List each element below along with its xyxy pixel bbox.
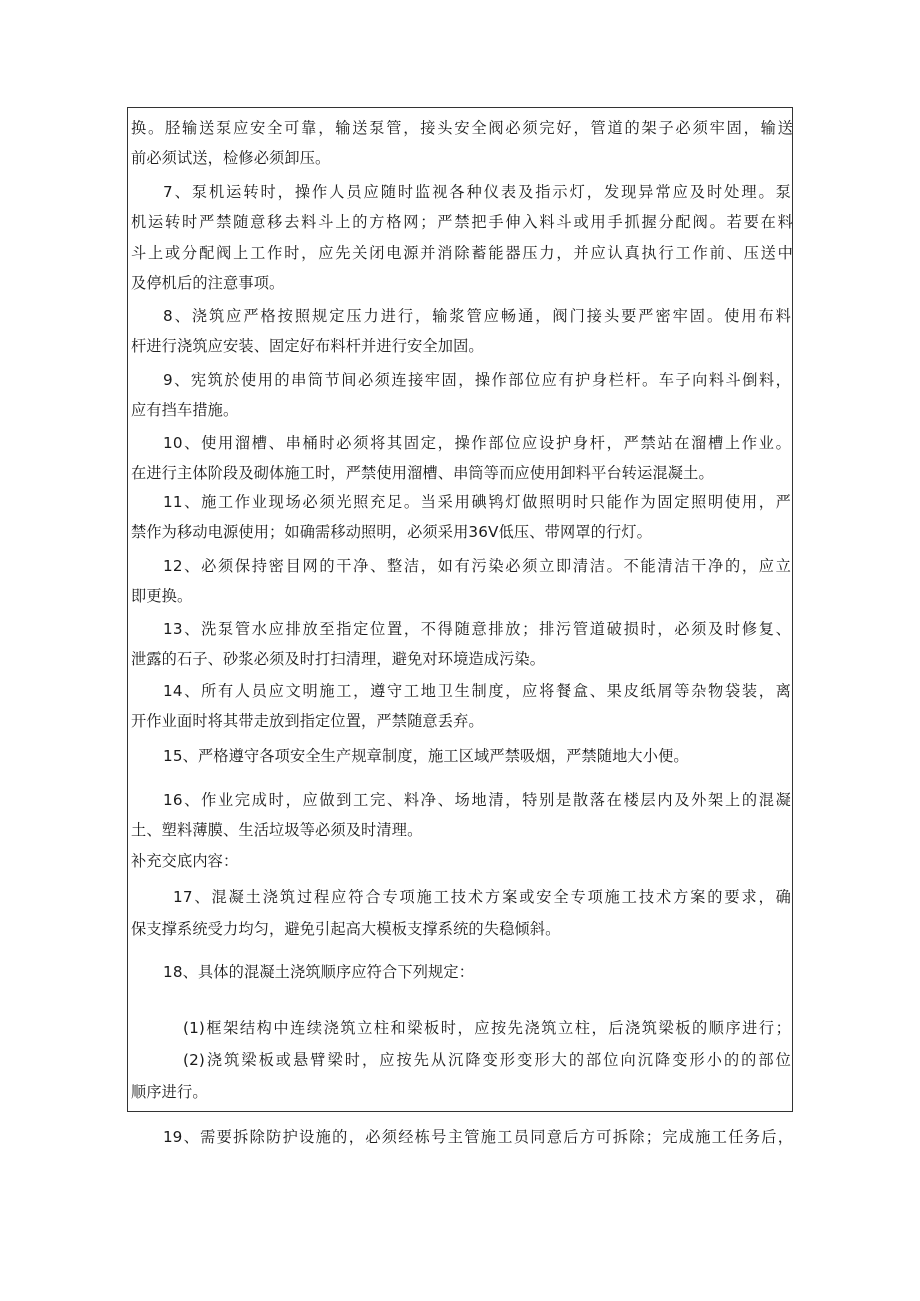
item-12-line-1: 12、必须保持密目网的干净、整洁，如有污染必须立即清洁。不能清洁干净的，应立: [163, 557, 791, 575]
text-line: 顺序进行。: [131, 1083, 208, 1101]
text-line: 即更换。: [131, 587, 193, 605]
item-18-line: 18、具体的混凝土浇筑顺序应符合下列规定：: [163, 963, 475, 981]
item-19-line: 19、需要拆除防护设施的，必须经栋号主管施工员同意后方可拆除；完成施工任务后，: [163, 1128, 793, 1146]
text-line: 泄露的石子、砂浆必须及时打扫清理，避免对环境造成污染。: [131, 650, 546, 668]
item-16-line-1: 16、作业完成时，应做到工完、料净、场地清，特别是散落在楼层内及外架上的混凝: [163, 791, 791, 809]
sub-item-2-line-1: (2)浇筑梁板或悬臂梁时，应按先从沉降变形变形大的部位向沉降变形小的的部位: [183, 1051, 791, 1069]
text-line: 及停机后的注意事项。: [131, 274, 285, 292]
item-15-line: 15、严格遵守各项安全生产规章制度，施工区域严禁吸烟，严禁随地大小便。: [163, 747, 689, 765]
item-13-line-1: 13、洗泵管水应排放至指定位置，不得随意排放；排污管道破损时，必须及时修复、: [163, 620, 791, 638]
text-line: 应有挡车措施。: [131, 401, 239, 419]
item-17-line-1: 17、混凝土浇筑过程应符合专项施工技术方案或安全专项施工技术方案的要求，确: [173, 888, 791, 906]
text-line: 开作业面时将其带走放到指定位置，严禁随意丢弃。: [131, 712, 484, 730]
text-line: 前必须试送，检修必须卸压。: [131, 149, 331, 167]
item-11-line-1: 11、施工作业现场必须光照充足。当采用碘鸨灯做照明时只能作为固定照明使用，严: [163, 493, 791, 511]
text-line: 在进行主体阶段及砌体施工时，严禁使用溜槽、串筒等而应使用卸料平台转运混凝土。: [131, 464, 714, 482]
text-line: 土、塑料薄膜、生活垃圾等必须及时清理。: [131, 821, 423, 839]
item-8-line-1: 8、浇筑应严格按照规定压力进行，输浆管应畅通，阀门接头要严密牢固。使用布料: [163, 307, 791, 325]
text-line: 换。胫输送泵应安全可靠，输送泵管，接头安全阀必须完好，管道的架子必须牢固，输送: [131, 119, 793, 137]
item-9-line-1: 9、宪筑於使用的串筒节间必须连接牢固，操作部位应有护身栏杆。车子向料斗倒料，: [163, 371, 791, 389]
text-line: 杆进行浇筑应安装、固定好布料杆并进行安全加固。: [131, 337, 484, 355]
item-10-line-1: 10、使用溜槽、串桶时必须将其固定，操作部位应设护身杆，严禁站在溜槽上作业。: [163, 434, 791, 452]
item-7-line-1: 7、泵机运转时，操作人员应随时监视各种仪表及指示灯，发现异常应及时处理。泵: [163, 183, 791, 201]
supplement-heading: 补充交底内容：: [131, 852, 239, 870]
text-line: 禁作为移动电源使用；如确需移动照明，必须采用36V低压、带网罩的行灯。: [131, 523, 652, 541]
item-14-line-1: 14、所有人员应文明施工，遵守工地卫生制度，应将餐盒、果皮纸屑等杂物袋装，离: [163, 682, 791, 700]
sub-item-1: (1)框架结构中连续浇筑立柱和梁板时，应按先浇筑立柱，后浇筑梁板的顺序进行；: [183, 1019, 791, 1037]
text-line: 机运转时严禁随意移去料斗上的方格网；严禁把手伸入料斗或用手抓握分配阀。若要在料: [131, 213, 793, 231]
text-line: 保支撑系统受力均匀，避免引起高大模板支撑系统的失稳倾斜。: [131, 920, 561, 938]
text-line: 斗上或分配阀上工作时，应先关闭电源并消除蓄能器压力，并应认真执行工作前、压送中: [131, 244, 793, 262]
